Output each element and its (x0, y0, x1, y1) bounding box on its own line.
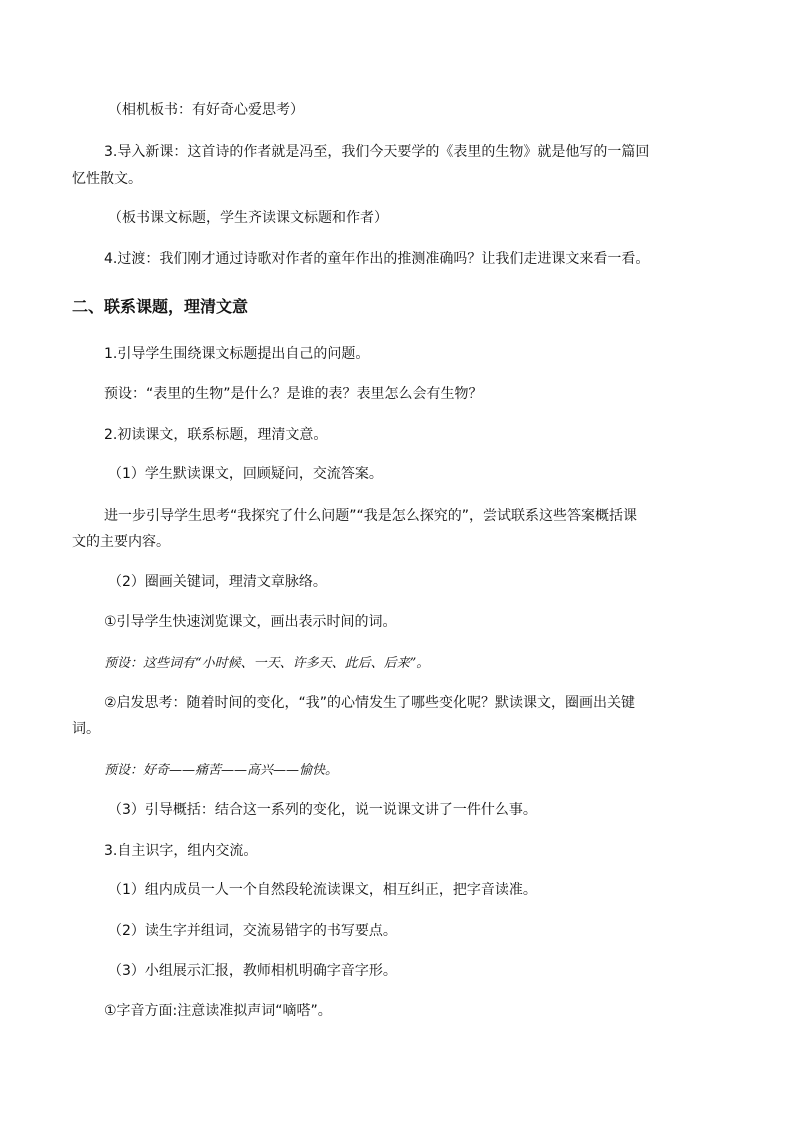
preset-3-text: 预设：好奇——痛苦——高兴——愉快。 (104, 763, 339, 778)
paragraph-step-3-line-1: 3.导入新课：这首诗的作者就是冯至，我们今天要学的《表里的生物》就是他写的一篇回 (104, 144, 650, 160)
paragraph-pronunciation: ①字音方面:注意读准拟声词“嘀嗒”。 (104, 1003, 332, 1019)
paragraph-guide-line-1: 进一步引导学生思考“我探究了什么问题”“我是怎么探究的”，尝试联系这些答案概括课 (104, 508, 638, 524)
paragraph-item-3-2: （2）读生字并组词，交流易错字的书写要点。 (108, 923, 397, 939)
preset-2-text: 预设：这些词有“小时候、一天、许多天、此后、后来”。 (104, 656, 430, 671)
paragraph-preset-2 (104, 652, 744, 675)
paragraph-item-3: 3.自主识字，组内交流。 (104, 843, 258, 859)
paragraph-blackboard-note: （相机板书：有好奇心爱思考） (108, 102, 304, 118)
paragraph-item-2-2: （2）圈画关键词，理清文章脉络。 (108, 574, 327, 590)
paragraph-circle-2-line-2: 词。 (72, 721, 100, 737)
paragraph-preset-3 (104, 759, 744, 782)
paragraph-item-3-1: （1）组内成员一人一个自然段轮流读课文，相互纠正，把字音读准。 (108, 882, 537, 898)
paragraph-item-2-3: （3）引导概括：结合这一系列的变化，说一说课文讲了一件什么事。 (108, 802, 537, 818)
paragraph-item-1: 1.引导学生围绕课文标题提出自己的问题。 (104, 346, 370, 362)
paragraph-preset-1: 预设：“表里的生物”是什么？是谁的表？表里怎么会有生物？ (104, 386, 483, 402)
paragraph-circle-1: ①引导学生快速浏览课文，画出表示时间的词。 (104, 614, 397, 630)
paragraph-item-3-3: （3）小组展示汇报，教师相机明确字音字形。 (108, 963, 397, 979)
paragraph-guide-line-2: 文的主要内容。 (72, 534, 170, 550)
paragraph-title-note: （板书课文标题，学生齐读课文标题和作者） (108, 210, 388, 226)
paragraph-item-2-1: （1）学生默读课文，回顾疑问，交流答案。 (108, 466, 383, 482)
paragraph-step-3-line-2: 忆性散文。 (72, 171, 142, 187)
paragraph-item-2: 2.初读课文，联系标题，理清文意。 (104, 427, 328, 443)
paragraph-step-4: 4.过渡：我们刚才通过诗歌对作者的童年作出的推测准确吗？让我们走进课文来看一看。 (104, 251, 650, 267)
paragraph-circle-2-line-1: ②启发思考：随着时间的变化，“我”的心情发生了哪些变化呢？默读课文，圈画出关键 (104, 695, 636, 711)
section-heading-2: 二、联系课题，理清文意 (72, 297, 249, 316)
